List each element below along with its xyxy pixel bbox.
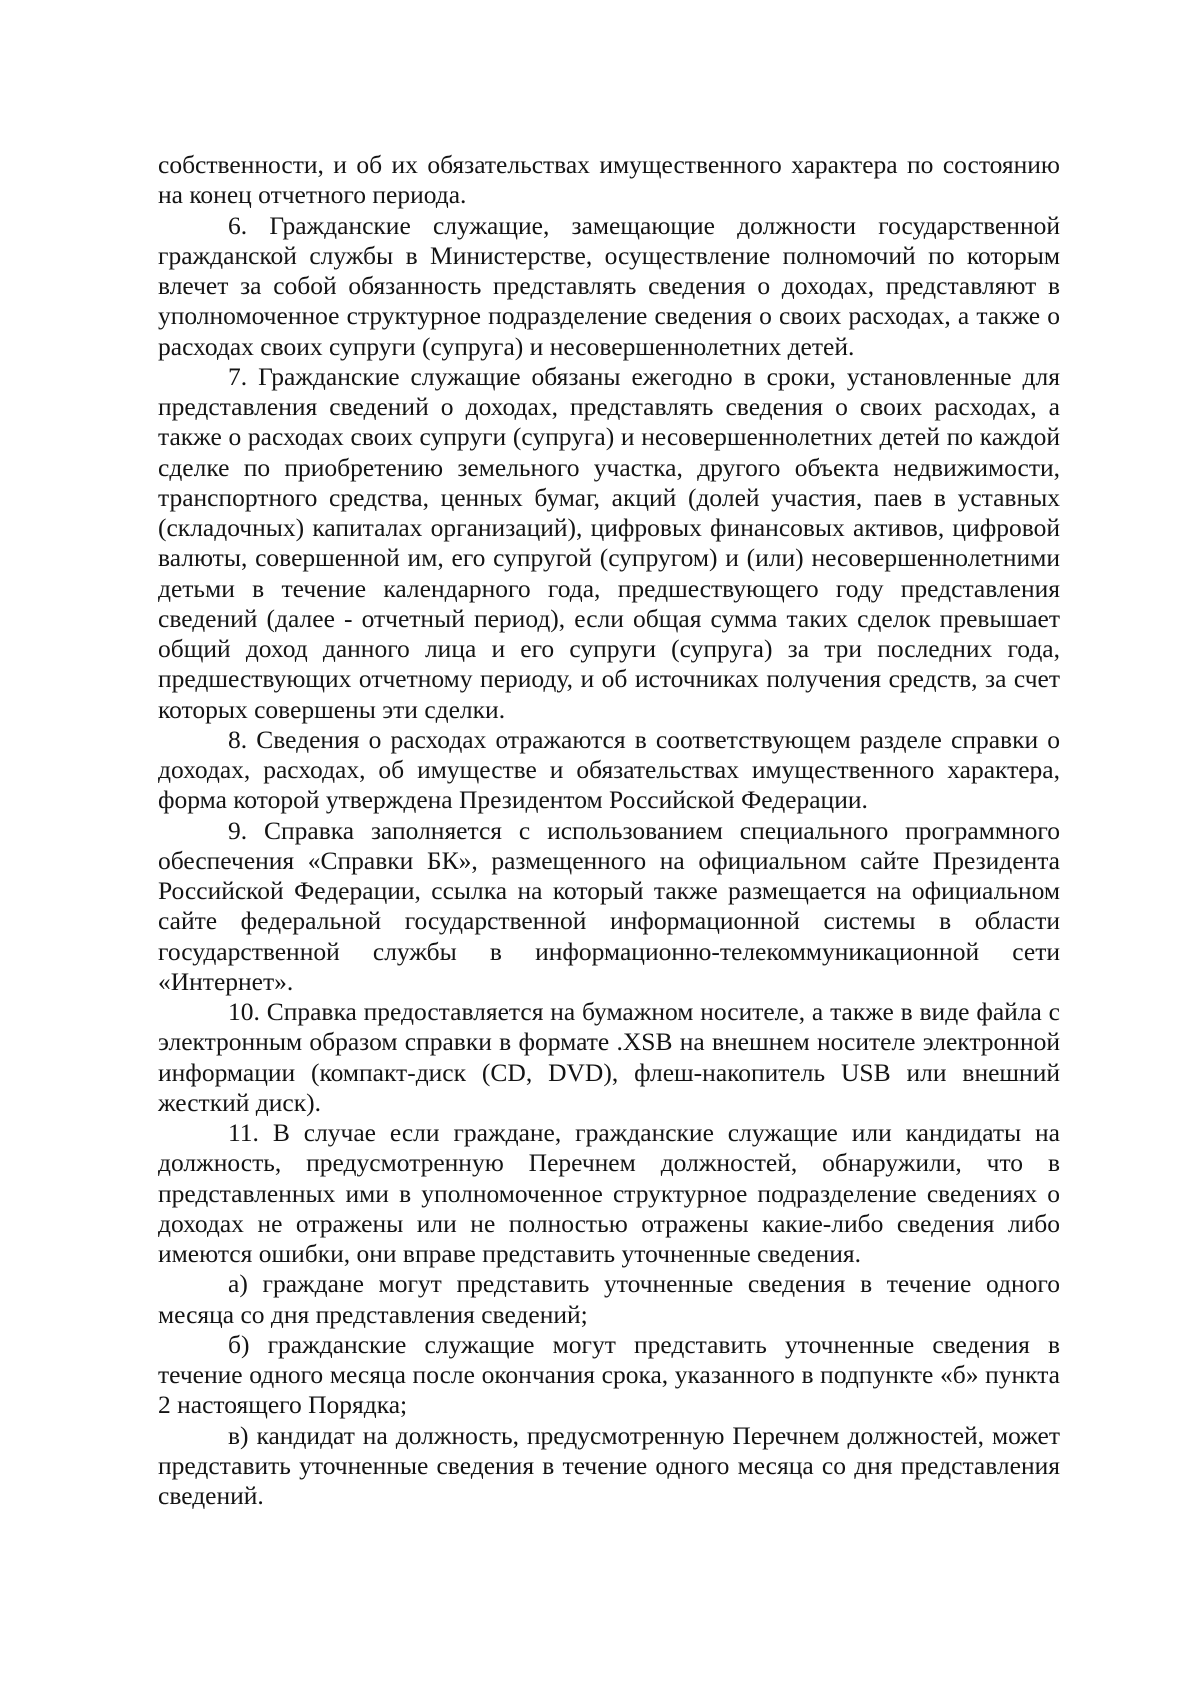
paragraph-item-11: 11. В случае если граждане, гражданские служащие или кандидаты на должность, предусмотренную Перечнем должностей, обнаружили, что в представленных ими в уполномоченное структурное подразделение сведениях о доходах не отражены или не полностью отражены какие-либо сведения либо имеются ошибки, они вправе представить уточненные сведения. (158, 1118, 1060, 1268)
paragraph-item-9: 9. Справка заполняется с использованием специального программного обеспечения «Справки БК», размещенного на официальном сайте Президента Российской Федерации, ссылка на который также размещается на официальном сайте федеральной государственной информационной системы в области государственной службы в информационно-телекоммуникационной сети «Интернет». (158, 815, 1060, 996)
paragraph-item-11v: в) кандидат на должность, предусмотренную Перечнем должностей, может представить уточненные сведения в течение одного месяца со дня представления сведений. (158, 1420, 1060, 1510)
paragraph-item-7: 7. Гражданские служащие обязаны ежегодно в сроки, установленные для представления сведений о доходах, представлять сведения о своих расходах, а также о расходах своих супруги (супруга) и несовершеннолетних детей по каждой сделке по приобретению земельного участка, другого объекта недвижимости, транспортного средства, ценных бумаг, акций (долей участия, паев в уставных (складочных) капиталах организаций), цифровых финансовых активов, цифровой валюты, совершенной им, его супругой (супругом) и (или) несовершеннолетними детьми в течение календарного года, предшествующего году представления сведений (далее - отчетный период), если общая сумма таких сделок превышает общий доход данного лица и его супруги (супруга) за три последних года, предшествующих отчетному периоду, и об источниках получения средств, за счет которых совершены эти сделки. (158, 361, 1060, 724)
paragraph-item-10: 10. Справка предоставляется на бумажном носителе, а также в виде файла с электронным образом справки в формате .XSB на внешнем носителе электронной информации (компакт-диск (CD, DVD), флеш-накопитель USB или внешний жесткий диск). (158, 997, 1060, 1117)
document-page (158, 150, 1060, 1511)
paragraph-continuation: собственности, и об их обязательствах имущественного характера по состоянию на конец отчетного периода. (158, 150, 1060, 210)
paragraph-item-8: 8. Сведения о расходах отражаются в соответствующем разделе справки о доходах, расходах, об имуществе и обязательствах имущественного характера, форма которой утверждена Президентом Российской Федерации. (158, 724, 1060, 815)
paragraph-item-11b: б) гражданские служащие могут представить уточненные сведения в течение одного месяца после окончания срока, указанного в подпункте «б» пункта 2 настоящего Порядка; (158, 1329, 1060, 1420)
paragraph-item-6: 6. Гражданские служащие, замещающие должности государственной гражданской службы в Министерстве, осуществление полномочий по которым влечет за собой обязанность представлять сведения о доходах, представляют в уполномоченное структурное подразделение сведения о своих расходах, а также о расходах своих супруги (супруга) и несовершеннолетних детей. (158, 210, 1060, 361)
paragraph-item-11a: а) граждане могут представить уточненные сведения в течение одного месяца со дня представления сведений; (158, 1269, 1060, 1329)
